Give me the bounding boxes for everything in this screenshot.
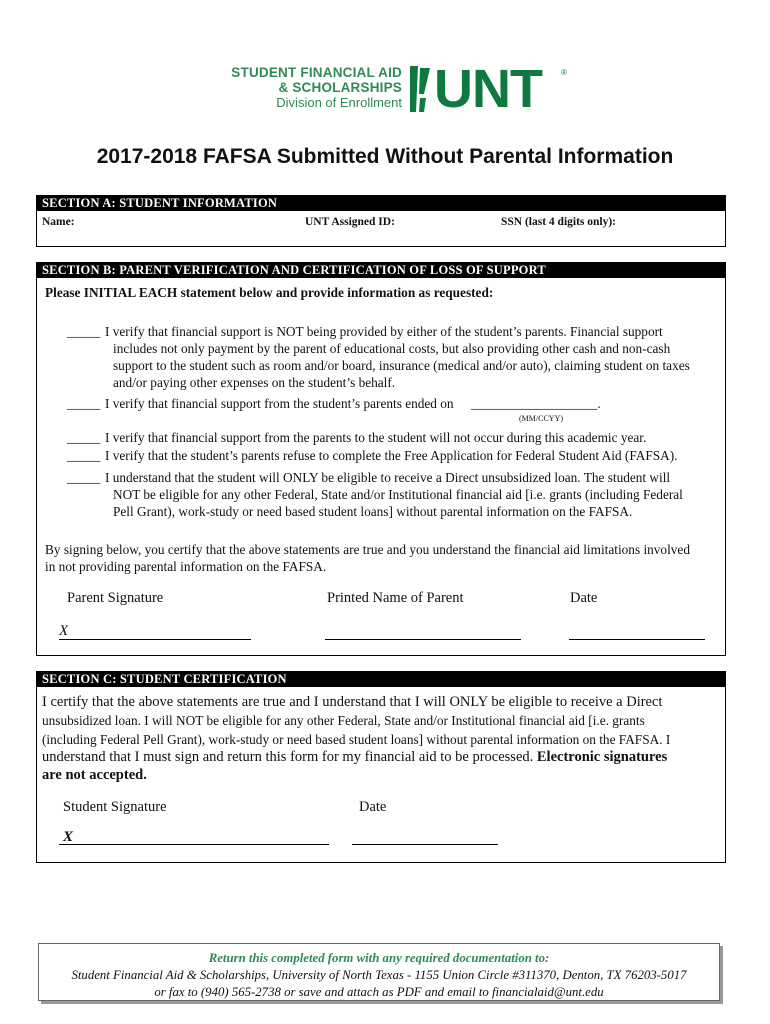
section-c-line-2: unsubsidized loan. I will NOT be eligible for any other Federal, State and/or Institutional financial aid [i.e. grants (42, 713, 645, 728)
return-instructions-box (38, 943, 720, 1001)
statement-1-line-4: and/or paying other expenses on the student’s behalf. (113, 375, 396, 390)
printed-name-label: Printed Name of Parent (327, 590, 464, 606)
electronic-signatures-note: Electronic signatures (536, 749, 668, 765)
parent-signature-line[interactable] (59, 639, 251, 640)
date-format-hint: (MM/CCYY) (519, 414, 564, 423)
section-b (36, 262, 726, 656)
logo-line-1: STUDENT FINANCIAL AID (231, 65, 402, 80)
ssn-field[interactable] (501, 230, 701, 244)
footer-line-1: Return this completed form with any required documentation to: (208, 951, 550, 965)
section-c-line-3: (including Federal Pell Grant), work-study or need based student loans] without parental information on the FAFSA. I (42, 732, 671, 747)
page-title: 2017-2018 FAFSA Submitted Without Parental Information (96, 145, 674, 168)
statement-not-occur: I verify that financial support from the parents to the student will not occur during this academic year. (105, 430, 647, 445)
initial-blank-2[interactable]: _____ (67, 396, 101, 411)
parent-date-line[interactable] (569, 639, 705, 640)
section-b-heading: SECTION B: PARENT VERIFICATION AND CERTIFICATION OF LOSS OF SUPPORT (37, 263, 725, 278)
logo-line-3: Division of Enrollment (276, 95, 402, 110)
section-a (36, 195, 726, 247)
section-c-heading: SECTION C: STUDENT CERTIFICATION (37, 672, 725, 687)
parent-x-mark: X (59, 623, 69, 639)
section-c-line-4 (42, 749, 667, 766)
section-a-heading: SECTION A: STUDENT INFORMATION (37, 196, 725, 211)
footer-line-3: or fax to (940) 565-2738 or save and attach as PDF and email to financialaid@unt.edu (154, 985, 604, 999)
section-c-line-5: are not accepted. (42, 767, 147, 783)
statement-5-line-3: Pell Grant), work-study or need based student loans] without parental information on the FAFSA. (113, 504, 633, 519)
certify-line-1: By signing below, you certify that the above statements are true and you understand the financial aid limitations involved (45, 542, 690, 557)
ssn-label: SSN (last 4 digits only): (501, 216, 617, 228)
logo (190, 59, 570, 119)
section-b-instruction: Please INITIAL EACH statement below and provide information as requested: (45, 285, 494, 300)
parent-signature-label: Parent Signature (67, 590, 164, 606)
statement-ended-on: I verify that financial support from the student’s parents ended on (105, 396, 454, 411)
logo-line-2: & SCHOLARSHIPS (278, 80, 402, 95)
statement-5-line-1: I understand that the student will ONLY be eligible to receive a Direct unsubsidized loan. The student will (105, 470, 671, 485)
unt-wordmark: UNT (434, 59, 542, 119)
statement-refuse: I verify that the student’s parents refuse to complete the Free Application for Federal Student Aid (FAFSA). (105, 448, 678, 463)
initial-blank-3[interactable]: _____ (67, 430, 101, 445)
statement-1-line-2: includes not only payment by the parent of educational costs, but also providing other cash and non-cash (113, 341, 671, 356)
initial-blank-4[interactable]: _____ (67, 448, 101, 463)
initial-blank-1[interactable]: _____ (67, 324, 101, 339)
initial-blank-5[interactable]: _____ (67, 470, 101, 485)
student-date-line[interactable] (352, 844, 498, 845)
certify-line-2: in not providing parental information on the FAFSA. (45, 559, 327, 574)
statement-1-line-3: support to the student such as room and/or board, insurance (medical and/or auto), claiming student on taxes (113, 358, 690, 373)
ended-on-date-field[interactable]: ___________________. (471, 396, 601, 411)
printed-name-line[interactable] (325, 639, 521, 640)
id-label: UNT Assigned ID: (305, 216, 395, 228)
statement-5-line-2: NOT be eligible for any other Federal, State and/or Institutional financial aid [i.e. grants (including Federal (113, 487, 683, 502)
name-field[interactable] (42, 230, 292, 244)
eagle-mark-icon (408, 64, 434, 114)
parent-date-label: Date (570, 590, 598, 606)
footer-line-2: Student Financial Aid & Scholarships, University of North Texas - 1155 Union Circle #311370, Denton, TX 76203-5017 (71, 968, 687, 982)
statement-1-line-1: I verify that financial support is NOT being provided by either of the student’s parents. Financial support (105, 324, 663, 339)
student-signature-label: Student Signature (63, 799, 167, 815)
id-field[interactable] (305, 230, 485, 244)
section-c-line-1: I certify that the above statements are true and I understand that I will ONLY be eligible to receive a Direct (42, 694, 663, 710)
registered-mark: ® (561, 68, 567, 77)
student-x-mark: X (63, 829, 74, 845)
section-c-line-4-text: understand that I must sign and return this form for my financial aid to be processed. (42, 749, 534, 765)
student-signature-line[interactable] (59, 844, 329, 845)
student-date-label: Date (359, 799, 387, 815)
name-label: Name: (42, 216, 75, 228)
section-c (36, 671, 726, 863)
